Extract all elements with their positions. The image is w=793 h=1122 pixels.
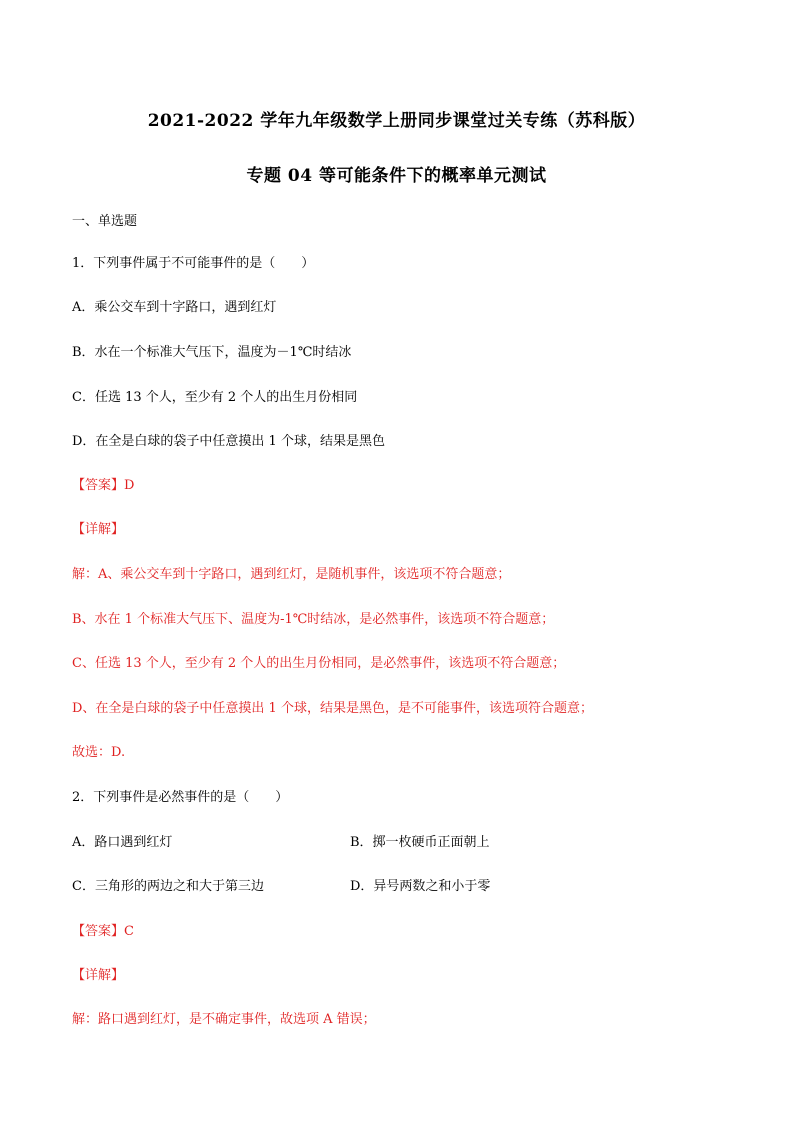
q1-option-c: C．任选 13 个人，至少有 2 个人的出生月份相同 bbox=[72, 390, 358, 405]
q1-detail-label: 【详解】 bbox=[72, 522, 125, 537]
q2-explanation-line: 解：路口遇到红灯，是不确定事件，故选项 A 错误； bbox=[72, 1012, 376, 1027]
q2-detail-label: 【详解】 bbox=[72, 968, 125, 983]
q2-answer: 【答案】C bbox=[72, 924, 134, 939]
q1-stem: 1．下列事件属于不可能事件的是（ ） bbox=[72, 256, 315, 271]
q1-explanation-line: C、任选 13 个人，至少有 2 个人的出生月份相同，是必然事件，该选项不符合题意； bbox=[72, 656, 566, 671]
doc-subtitle: 专题 04 等可能条件下的概率单元测试 bbox=[246, 166, 547, 186]
q2-option-d: D．异号两数之和小于零 bbox=[350, 879, 491, 894]
q1-conclusion: 故选：D. bbox=[72, 745, 126, 760]
q1-option-a: A．乘公交车到十字路口，遇到红灯 bbox=[72, 300, 277, 315]
q2-option-c: C．三角形的两边之和大于第三边 bbox=[72, 879, 264, 894]
q2-stem: 2．下列事件是必然事件的是（ ） bbox=[72, 790, 289, 805]
q2-option-b: B．掷一枚硬币正面朝上 bbox=[350, 835, 490, 850]
doc-title: 2021-2022 学年九年级数学上册同步课堂过关专练（苏科版） bbox=[147, 111, 646, 131]
section-heading: 一、单选题 bbox=[72, 214, 138, 229]
q1-option-d: D．在全是白球的袋子中任意摸出 1 个球，结果是黑色 bbox=[72, 434, 385, 449]
q1-option-b: B．水在一个标准大气压下，温度为－1℃时结冰 bbox=[72, 345, 352, 360]
q2-option-a: A．路口遇到红灯 bbox=[72, 835, 173, 850]
q1-explanation-line: D、在全是白球的袋子中任意摸出 1 个球，结果是黑色，是不可能事件，该选项符合题意； bbox=[72, 701, 593, 716]
q1-answer: 【答案】D bbox=[72, 478, 135, 493]
q1-explanation-line: B、水在 1 个标准大气压下、温度为-1℃时结冰，是必然事件，该选项不符合题意； bbox=[72, 612, 555, 627]
q1-explanation-line: 解：A、乘公交车到十字路口，遇到红灯，是随机事件，该选项不符合题意； bbox=[72, 567, 511, 582]
